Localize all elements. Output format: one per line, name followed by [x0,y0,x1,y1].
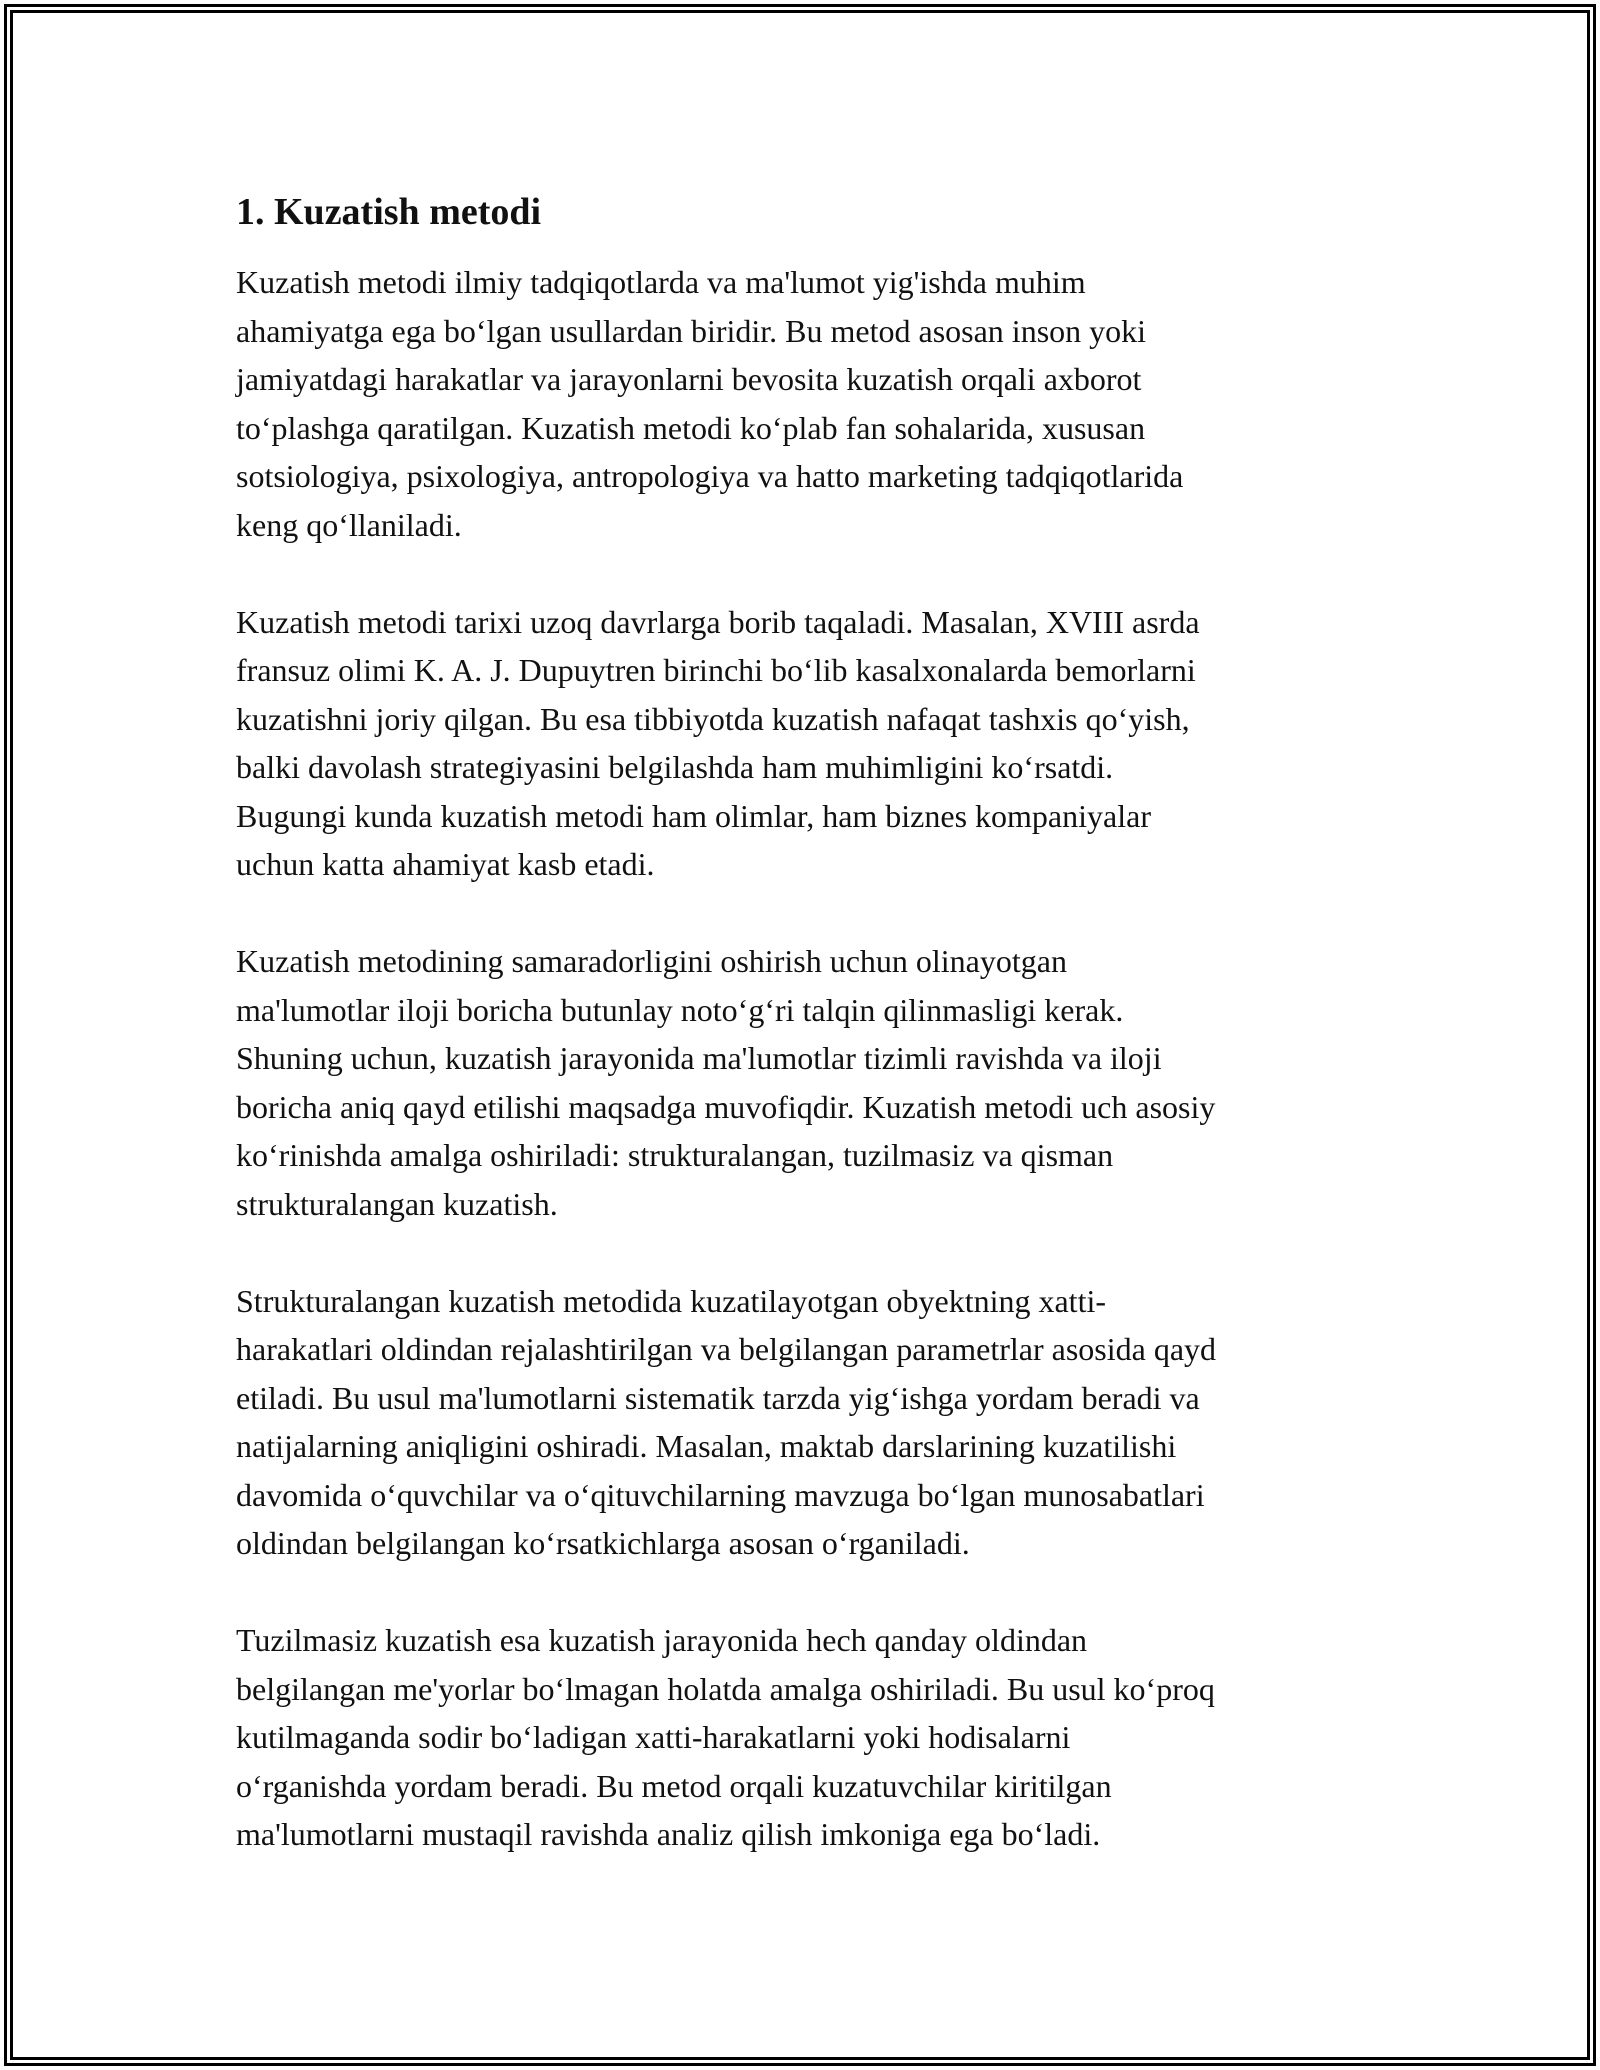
text-line: sotsiologiya, psixologiya, antropologiya va hatto marketing tadqiqotlarida [236,458,1184,494]
paragraph-1 [236,258,1376,549]
text-line: fransuz olimi K. A. J. Dupuytren birinchi bo‘lib kasalxonalarda bemorlarni [236,652,1196,688]
text-line: keng qo‘llaniladi. [236,506,462,543]
text-line: kutilmaganda sodir bo‘ladigan xatti-harakatlarni yoki hodisalarni [236,1719,1071,1755]
text-line: ma'lumotlar iloji boricha butunlay noto‘g‘ri talqin qilinmasligi kerak. [236,991,1124,1028]
text-line: to‘plashga qaratilgan. Kuzatish metodi ko‘plab fan sohalarida, xususan [236,409,1146,446]
text-line: strukturalangan kuzatish. [236,1185,558,1222]
text-line: Bugungi kunda kuzatish metodi ham olimlar, ham biznes kompaniyalar [236,797,1151,834]
text-line: ahamiyatga ega bo‘lgan usullardan biridir. Bu metod asosan inson yoki [236,312,1147,349]
text-line: Kuzatish metodining samaradorligini oshirish uchun olinayotgan [236,943,1067,979]
text-line: davomida o‘quvchilar va o‘qituvchilarning mavzuga bo‘lgan munosabatlari [236,1476,1205,1513]
text-line: belgilangan me'yorlar bo‘lmagan holatda amalga oshiriladi. Bu usul ko‘proq [236,1670,1215,1707]
text-line: Shuning uchun, kuzatish jarayonida ma'lumotlar tizimli ravishda va iloji [236,1040,1162,1076]
text-line: balki davolash strategiyasini belgilashda ham muhimligini ko‘rsatdi. [236,749,1114,785]
text-line: Strukturalangan kuzatish metodida kuzatilayotgan obyektning xatti- [236,1282,1106,1319]
text-line: natijalarning aniqligini oshiradi. Masalan, maktab darslarining kuzatilishi [236,1428,1177,1464]
text-line: ma'lumotlarni mustaqil ravishda analiz qilish imkoniga ega bo‘ladi. [236,1816,1101,1852]
text-line: Kuzatish metodi ilmiy tadqiqotlarda va ma'lumot yig'ishda muhim [236,264,1086,300]
paragraph-4 [236,1277,1376,1568]
text-line: oldindan belgilangan ko‘rsatkichlarga asosan o‘rganiladi. [236,1525,970,1561]
text-line: Tuzilmasiz kuzatish esa kuzatish jarayonida hech qanday oldindan [236,1622,1088,1658]
text-line: o‘rganishda yordam beradi. Bu metod orqali kuzatuvchilar kiritilgan [236,1767,1112,1804]
text-line: etiladi. Bu usul ma'lumotlarni sistematik tarzda yig‘ishga yordam beradi va [236,1379,1200,1416]
paragraph-5 [236,1616,1376,1859]
text-line: Kuzatish metodi tarixi uzoq davrlarga borib taqaladi. Masalan, XVIII asrda [236,603,1200,640]
section-heading: 1. Kuzatish metodi [236,191,542,233]
paragraph-3 [236,937,1376,1228]
document-body [236,186,1376,1907]
text-line: ko‘rinishda amalga oshiriladi: strukturalangan, tuzilmasiz va qisman [236,1137,1114,1173]
text-line: harakatlari oldindan rejalashtirilgan va belgilangan parametrlar asosida qayd [236,1331,1217,1367]
paragraph-2 [236,598,1376,889]
text-line: kuzatishni joriy qilgan. Bu esa tibbiyotda kuzatish nafaqat tashxis qo‘yish, [236,700,1190,737]
text-line: boricha aniq qayd etilishi maqsadga muvofiqdir. Kuzatish metodi uch asosiy [236,1088,1216,1125]
text-line: uchun katta ahamiyat kasb etadi. [236,846,655,882]
text-line: jamiyatdagi harakatlar va jarayonlarni bevosita kuzatish orqali axborot [236,361,1142,397]
